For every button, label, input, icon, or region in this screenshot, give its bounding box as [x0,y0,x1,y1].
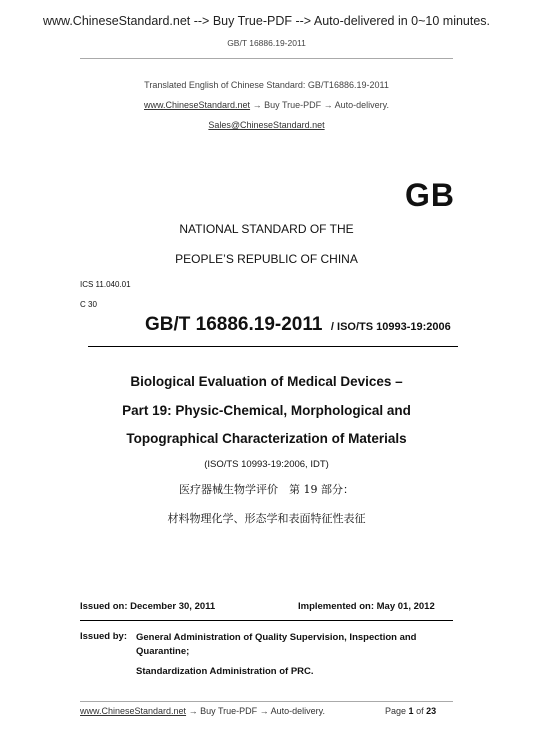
national-standard-line1: NATIONAL STANDARD OF THE [179,222,354,236]
national-standard-line2: PEOPLE’S REPUBLIC OF CHINA [175,252,358,266]
header-standard-ref: GB/T 16886.19-2011 [227,38,306,48]
sales-email-link[interactable]: Sales@ChineseStandard.net [208,120,325,130]
arrow-right-icon: → [323,100,333,110]
implemented-date: Implemented on: May 01, 2012 [298,601,435,612]
ccs-code: C 30 [80,300,97,309]
standard-code-block [145,314,451,336]
header-divider [80,58,453,59]
page-of: of [416,706,424,716]
translation-link-line [0,100,533,110]
arrow-right-icon: → [252,100,262,110]
arrow-right-icon: → [259,706,269,716]
title-divider [88,346,458,347]
page-indicator [385,706,436,716]
footer-buy-text: Buy True-PDF [200,706,258,716]
standard-code: GB/T 16886.19-2011 [145,314,323,335]
page-label: Page [385,706,407,716]
title-line1: Biological Evaluation of Medical Devices – [130,374,403,389]
title-line3: Topographical Characterization of Materials [126,431,407,446]
iso-reference: (ISO/TS 10993-19:2006, IDT) [204,459,329,470]
footer-delivery-text: Auto-delivery. [270,706,325,716]
footer-site-link[interactable]: www.ChineseStandard.net [80,706,187,716]
footer-divider [80,701,453,702]
translation-note: Translated English of Chinese Standard: GB/T16886.19-2011 [144,80,389,90]
issuer-line2: Standardization Administration of PRC. [136,666,314,677]
ics-code: ICS 11.040.01 [80,280,131,289]
auto-delivery-text: Auto-delivery. [334,100,389,110]
chinese-title-line2: 材料物理化学、形态学和表面特征性表征 [167,512,366,525]
adoption-code: / ISO/TS 10993-19:2006 [330,321,451,333]
chinese-title-line1: 医疗器械生物学评价 第 19 部分： [179,483,354,496]
issued-by-label: Issued by: [80,631,127,642]
page-current: 1 [408,706,414,716]
issued-date: Issued on: December 30, 2011 [80,601,216,612]
top-banner: www.ChineseStandard.net --> Buy True-PDF --> Auto-delivered in 0~10 minutes. [42,14,491,28]
title-line2: Part 19: Physic-Chemical, Morphological and [122,403,411,418]
footer-links [80,706,325,716]
gb-logo: GB [405,177,455,213]
issuer-divider [80,620,453,621]
arrow-right-icon: → [188,706,198,716]
site-link[interactable]: www.ChineseStandard.net [144,100,251,110]
buy-pdf-text: Buy True-PDF [264,100,322,110]
issuer-line1: General Administration of Quality Supervision, Inspection and Quarantine; [136,632,417,657]
page-total: 23 [426,706,437,716]
